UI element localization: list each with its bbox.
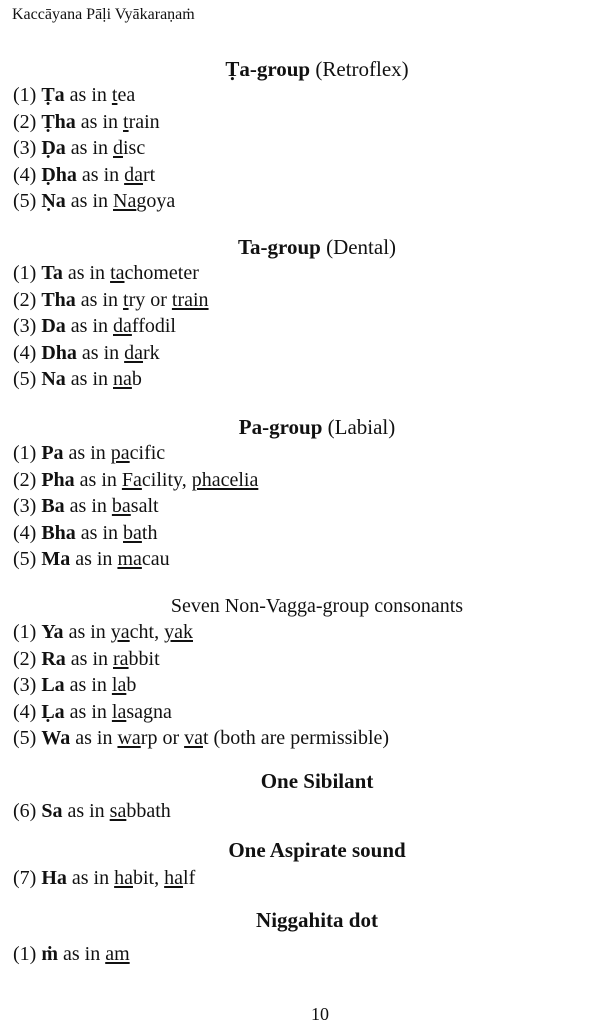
consonant-line: (1) Pa as in pacific	[13, 442, 166, 464]
section-sibilant	[0, 768, 600, 825]
page-number: 10	[311, 1004, 329, 1024]
consonant-line: (5) Na as in nab	[13, 368, 142, 390]
section-heading: Ta-group (Dental)	[237, 235, 397, 259]
consonant-line: (2) Ṭha as in train	[13, 110, 160, 133]
consonant-line: (1) Ya as in yacht, yak	[13, 621, 193, 643]
consonant-line: (1) ṁ as in am	[13, 943, 130, 965]
section-heading: Ṭa-group (Retroflex)	[225, 57, 409, 81]
consonant-line: (5) Ṇa as in Nagoya	[13, 190, 176, 212]
consonant-line: (4) Ḷa as in lasagna	[13, 700, 172, 723]
section-labial	[0, 414, 600, 573]
consonant-line: (3) Da as in daffodil	[13, 315, 176, 337]
section-non-vagga	[0, 593, 600, 752]
consonant-line: (1) Ta as in tachometer	[13, 262, 199, 284]
consonant-line: (5) Ma as in macau	[13, 548, 170, 570]
consonant-line: (6) Sa as in sabbath	[13, 800, 171, 822]
consonant-line: (4) Bha as in bath	[13, 521, 158, 544]
consonant-line: (2) Ra as in rabbit	[13, 647, 160, 670]
consonant-line: (2) Pha as in Facility, phacelia	[13, 468, 259, 491]
section-retroflex	[0, 56, 600, 215]
consonant-line: (5) Wa as in warp or vat (both are permissible)	[13, 727, 390, 749]
consonant-line: (1) Ṭa as in tea	[13, 84, 136, 106]
section-aspirate	[0, 837, 600, 892]
section-dental	[0, 234, 600, 393]
consonant-line: (2) Tha as in try or train	[13, 288, 209, 311]
consonant-line: (4) Ḍha as in dart	[13, 163, 156, 186]
running-header: Kaccāyana Pāḷi Vyākaraṇaṁ	[12, 6, 195, 23]
consonant-line: (4) Dha as in dark	[13, 341, 160, 364]
section-heading: One Sibilant	[260, 769, 374, 793]
consonant-line: (7) Ha as in habit, half	[13, 867, 196, 889]
section-heading: Seven Non-Vagga-group consonants	[170, 595, 464, 617]
section-heading: Niggahita dot	[256, 908, 378, 932]
section-heading: One Aspirate sound	[228, 838, 406, 862]
section-heading: Pa-group (Labial)	[238, 415, 396, 439]
section-niggahita	[0, 907, 600, 968]
consonant-line: (3) Ba as in basalt	[13, 495, 159, 517]
consonant-line: (3) Ḍa as in disc	[13, 137, 146, 159]
consonant-line: (3) La as in lab	[13, 674, 137, 696]
